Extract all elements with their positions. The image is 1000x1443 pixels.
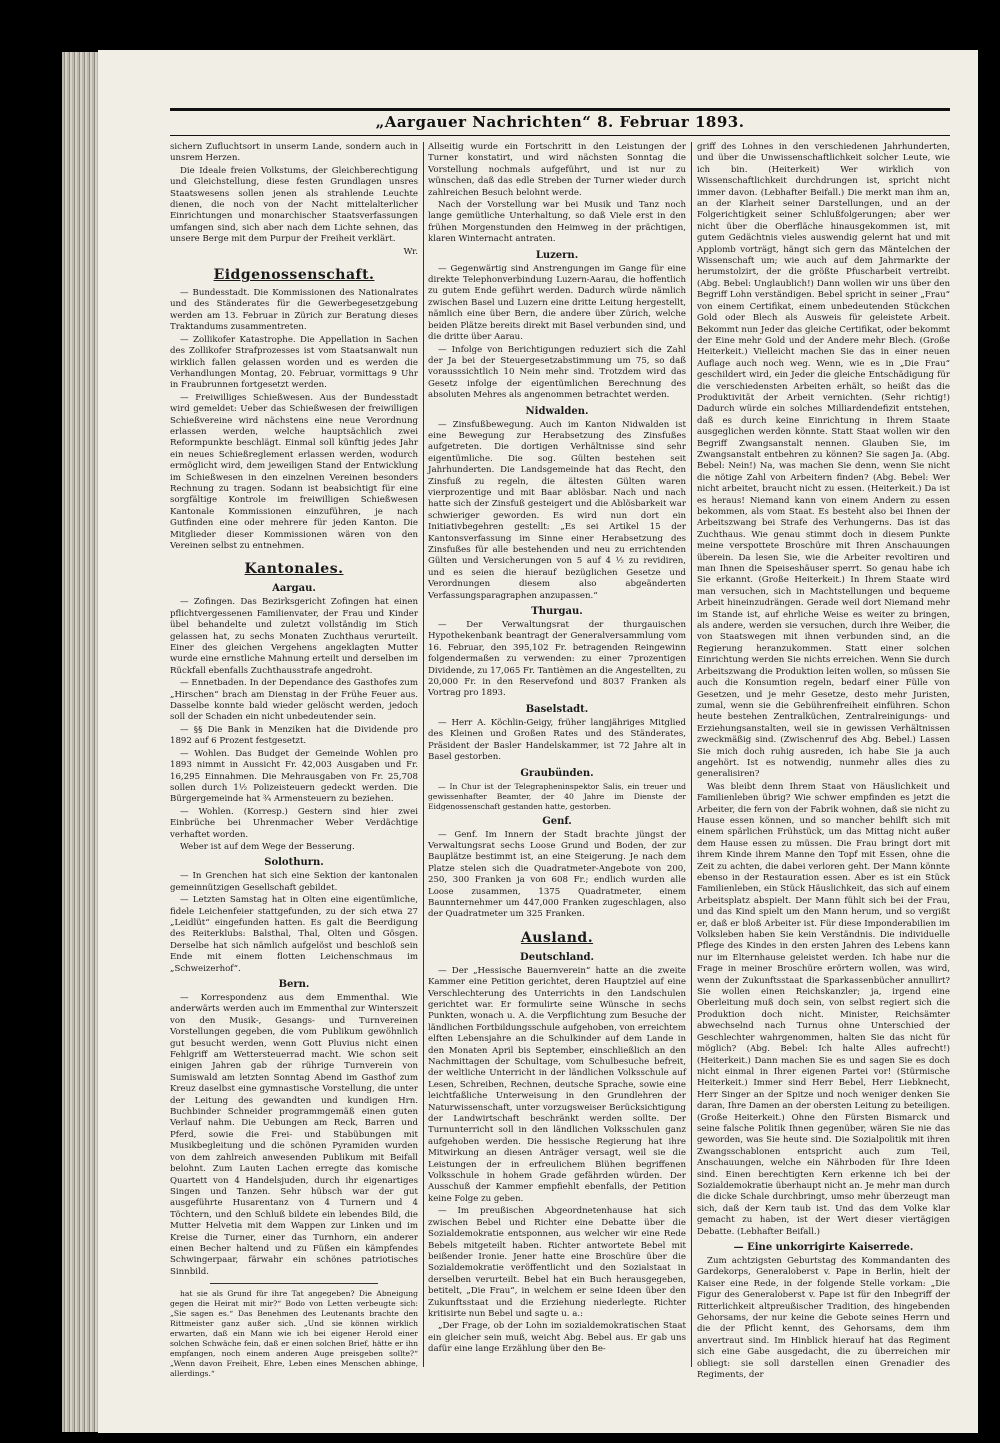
article-paragraph: — Wohlen. Das Budget der Gemeinde Wohlen pro 1893 nimmt in Aussicht Fr. 42,003 Ausgaben und Fr. 16,295 Einnahmen. Die Mehrausgaben von Fr. 25,708 sollen durch 1½ Polizeisteuern gedeckt werden. Die Bürgergemeinde hat ¾ Armensteuern zu beziehen. bbox=[170, 748, 418, 805]
article-paragraph: — Ennetbaden. In der Dependance des Gasthofes zum „Hirschen“ brach am Dienstag in der Frühe Feuer aus. Dasselbe konnte bald wieder gelöscht werden, jedoch soll der Schaden ein nicht unbedeutender sein. bbox=[170, 678, 418, 723]
column-divider bbox=[691, 142, 692, 1367]
article-paragraph: — Der Verwaltungsrat der thurgauischen Hypothekenbank beantragt der Generalversammlung vom 16. Februar, den 395,102 Fr. betragenden Reingewinn folgendermaßen zu verwenden: zu einer 7prozentigen Dividende, zu 17,065 Fr. Tantièmen an die Angestellten, zu 20,000 Fr. in den Reservefond und 8037 Franken als Vortrag pro 1893. bbox=[428, 620, 686, 699]
section-heading: Eidgenossenschaft. bbox=[213, 267, 375, 284]
section-heading: Kantonales. bbox=[244, 561, 344, 578]
subsection-heading: Deutschland. bbox=[520, 951, 594, 963]
header-rule-bottom bbox=[170, 135, 950, 136]
article-paragraph: — Letzten Samstag hat in Olten eine eigentümliche, fidele Leichenfeier stattgefunden, zu der sich etwa 27 „Leidlüt“ eingefunden hatten. Es galt die Beerdigung des Reiterklubs: Balsthal, Thal, Olten und Gösgen. Derselbe hat sich nämlich aufgelöst und beschloß sein Ende mit einem flotten Leichenschmaus im „Schweizerhof“. bbox=[170, 895, 418, 974]
article-paragraph: Zum achtzigsten Geburtstag des Kommandanten des Gardekorps, Generaloberst v. Pape in Berlin, hielt der Kaiser eine Rede, in der folgende Stelle vorkam: „Die Figur des Generaloberst v. Pape ist für den Inbegriff der Ritterlichkeit altpreußischer Tradition, des hingebenden Gehorsams, der nur keine die Gebote seines Herrn und die der Pflicht kennt, des Gehorsams, dem ihm anvertraut sind. Im Hinblick hierauf hat das Regiment sich eine Gabe ausgedacht, die zu überreichen mir obliegt: sie soll darstellen einen Grenadier des Regiments, der bbox=[697, 1256, 950, 1381]
article-paragraph: — Korrespondenz aus dem Emmenthal. Wie anderwärts werden auch im Emmenthal zur Winterszeit von den Musik-, Gesangs- und Turnvereinen Vorstellungen gegeben, die vom Publikum gewöhnlich gut besucht werden, wenn Gott Pluvius nicht einen Fehlgriff am Wettersteuerrad macht. Wie schon seit einigen Jahren gab der rührige Turnverein von Sumiswald am letzten Sonntag Abend im Gasthof zum Kreuz daselbst eine gymnastische Vorstellung, die unter der Leitung des gewandten und kundigen Hrn. Buchbinder Schneider programmgemäß einen guten Verlauf nahm. Die Uebungen am Reck, Barren und Pferd, sowie die Frei- und Stabübungen mit Musikbegleitung und die schönen Pyramiden wurden von dem zahlreich anwesenden Publikum mit Beifall belohnt. Zum Lauten Lachen erregte das komische Quartett von 4 Handelsjuden, durch ihr eigenartiges Singen und Tanzen. Sehr hübsch war der gut ausgeführte Husarentanz von 4 Turnern und 4 Töchtern, und den Schluß bildete ein lebendes Bild, die Mutter Helvetia mit dem Wappen zur Linken und im Kreise die Turner, einer das Turnhorn, ein anderer einen Becher haltend und zu Füßen ein kämpfendes Schwingerpaar, färwahr ein schönes patriotisches Sinnbild. bbox=[170, 993, 418, 1277]
subsection-heading: Thurgau. bbox=[531, 606, 583, 618]
feuilleton-text: hat sie als Grund für ihre Tat angegeben? Die Abneigung gegen die Heirat mit mir?“ Bodo von Letten verbeugte sich: „Sie sagen es.“ Das Benehmen des Leutenants brachte den Rittmeister ganz außer sich. „Und sie können wirklich erwarten, daß ein Mann wie ich bei eigener Herold einer solchen Schwäche fein, daß er einen solchen Brief, hätte er ihn empfangen, noch einem anderen Auge preisgeben sollte?“ „Wenn davon Freiheit, Ehre, Leben eines Menschen abhinge, allerdings.“ bbox=[170, 1289, 418, 1379]
subsection-heading: Nidwalden. bbox=[525, 405, 589, 417]
column-left bbox=[170, 142, 418, 1379]
article-paragraph: — Wohlen. (Korresp.) Gestern sind hier zwei Einbrüche bei Uhrenmacher Weber Verdächtige verhaftet worden. bbox=[170, 806, 418, 840]
article-paragraph: sichern Zufluchtsort in unserm Lande, sondern auch in unsrem Herzen. bbox=[170, 142, 418, 164]
article-paragraph: — §§ Die Bank in Menziken hat die Dividende pro 1892 auf 6 Prozent festgesetzt. bbox=[170, 724, 418, 747]
page-edge-stack bbox=[62, 52, 102, 1432]
article-paragraph: Allseitig wurde ein Fortschritt in den Leistungen der Turner konstatirt, und wird nächsten Sonntag die Vorstellung nochmals aufgeführt, und ist nur zu wünschen, daß das edle Streben der Turner wieder durch zahlreichen Besuch belohnt werde. bbox=[428, 142, 686, 198]
article-paragraph: — Gegenwärtig sind Anstrengungen im Gange für eine direkte Telephonverbindung Luzern-Aarau, die hoffentlich zu gutem Ende geführt werden. Dadurch würde nämlich zwischen Basel und Luzern eine dritte Leitung hergestellt, nämlich eine über Bern, die andere über Zürich, welche beiden Plätze bereits direkt mit Basel verbunden sind, und die dritte über Aarau. bbox=[428, 263, 686, 343]
section-heading: Ausland. bbox=[520, 929, 594, 946]
article-paragraph: Die Ideale freien Volkstums, der Gleichberechtigung und Gleichstellung, diese festen Grundlagen unsres Staatswesens sollen jenen als strahlende Leuchte dienen, die noch von der Nacht mittelalterlicher Einrichtungen und monarchischer Staatsverfassungen umfangen sind, sich aber nach dem Lichte sehnen, das unsere Berge mit dem Purpur der Freiheit verklärt. bbox=[170, 165, 418, 245]
subsection-heading: Baselstadt. bbox=[525, 703, 589, 715]
article-heading: — Eine unkorrigirte Kaiserrede. bbox=[733, 1242, 914, 1253]
article-paragraph: griff des Lohnes in den verschiedenen Jahrhunderten, und über die Unwissenschaftlichkeit solcher Leute, wie ich bin. (Heiterkeit) Wer wirklich von Wissenschaftlichkeit durchdrungen ist, spricht nicht immer davon. (Lebhafter Beifall.) Die merkt man ihm an, an der Klarheit seiner Darstellungen, und an der Folgerichtigkeit seiner Schlußfolgerungen; aber wer nicht über die Oberfläche hinausgekommen ist, mit gutem Gedächtnis vieles auswendig gelernt hat und mit Applomb vorträgt, hängt sich gern das Mäntelchen der Wissenschaft um; wie auch auf dem Jahrmarkte der herumstolzirt, der die größte Pfuscharbeit vertreibt. (Abg. Bebel: Unglaublich!) Dann wollen wir uns über den Begriff Lohn verständigen. Bebel spricht in seiner „Frau“ von einem Certifikat, einem unbedeutenden Stückchen Gold oder Blech als Ausweis für geleistete Arbeit. Bekommt nun Jeder das gleiche Certifikat, oder bekommt der Eine mehr Gold und der Andere mehr Blech. (Große Heiterkeit.) Vielleicht machen Sie das in einer neuen Auflage auch noch weg. Wenn, wie es in „Die Frau“ geschildert wird, ein Jeder die gleiche Entschädigung für die verschiedensten Arbeiten erhält, so heißt das die Produktivität der Arbeit vernichten. (Sehr richtig!) Dadurch würde ein solches Milliardendefizit entstehen, daß es durch keine Einrichtung in Ihrem Staate ausgeglichen werden könnte. Statt Staat wollen wir den Begriff Zwangsanstalt nennen. Glauben Sie, im Zwangsanstalt entbehren zu können? Sie sagen Ja. (Abg. Bebel: Nein!) Na, was machen Sie denn, wenn Sie nicht die nötige Zahl von Arbeitern finden? (Abg. Bebel: Wer nicht arbeitet, braucht nicht zu essen. (Heiterkeit.) Da ist es heraus! Niemand kann von einem Andern zu essen bekommen, als vom Staat. Es besteht also bei Ihnen der Arbeitszwang bei Strafe des Verhungerns. Das ist das Zuchthaus. Wie genau stimmt doch in diesem Punkte meine verspottete Broschüre mit Ihren Anschauungen überein. Da lesen Sie, wie die Arbeiter revoltiren und man Ihnen die Speiseshäuser sperrt. So genau habe ich Sie erkannt. (Große Heiterkeit.) In Ihrem Staate wird man versuchen, sich in Machtstellungen und bequeme Arbeit hineinzudrängen. Gerade weil dort Niemand mehr im Stande ist, auf ehrliche Weise es weiter zu bringen, als andere, werden sie versuchen, durch ihre Weiber, die von Staatswegen mit ihnen verbunden sind, an die Regierung heranzukommen. Statt einer solchen Einrichtung werden Sie nichts erreichen. Wenn Sie durch Arbeitszwang die Produktion leiten wollen, so müssen Sie auch die Konsumtion regeln, bedarf einer Fülle von Gesetzen, und je mehr Gesetze, desto mehr Juristen, zumal, wenn sie die Gebührenfreiheit einführen. Schon heute bestehen Zentralküchen, Zentralreinigungs- und Erziehungsanstalten, weil sie in gewissen Verhältnissen zweckmäßig sind. (Zwischenruf des Abg. Bebel.) Lassen Sie mich doch ruhig ausreden, ich habe Sie ja auch angehört. Ist es notwendig, nunmehr alles dies zu generalisiren? bbox=[697, 142, 950, 780]
article-paragraph: — In Chur ist der Telegrapheninspektor Salis, ein treuer und gewissenhafter Beamter, der 40 Jahre im Dienste der Eidgenossenschaft gestanden hatte, gestorben. bbox=[428, 781, 686, 811]
article-paragraph: — Der „Hessische Bauernverein“ hatte an die zweite Kammer eine Petition gerichtet, deren Hauptziel auf eine Verschlechterung des Unterrichts in den Landschulen gerichtet war. Er formulirte seine Wünsche in sechs Punkten, wonach u. A. die Verpflichtung zum Besuche der ländlichen Fortbildungsschule aufgehoben, von erreichtem elften Lebensjahre an die Schulkinder auf dem Lande in den Monaten April bis September, einschließlich an den Nachmittagen der Schultage, vom Schulbesuche befreit, der weltliche Unterricht in der ländlichen Volksschule auf Lesen, Schreiben, Rechnen, deutsche Sprache, sowie eine leichtfaßliche Unterweisung in den Grundlehren der Naturwissenschaft, unter vorzugsweiser Berücksichtigung der Landwirtschaft beschränkt werden sollte. Der Turnunterricht soll in den ländlichen Volksschulen ganz aufgehoben werden. Die hessische Regierung hat ihre Mitwirkung an diesen Anträger versagt, weil sie die Leistungen der in erfreulichem Blühen begriffenen Volksschule in hohem Grade gefährden würden. Der Ausschuß der Kammer empfiehlt ebenfalls, der Petition keine Folge zu geben. bbox=[428, 965, 686, 1204]
feuilleton-rule bbox=[210, 1283, 378, 1284]
article-paragraph: „Der Frage, ob der Lohn im sozialdemokratischen Staat ein gleicher sein muß, weicht Abg. Bebel aus. Er gab uns dafür eine lange Erzählung über den Be- bbox=[428, 1321, 686, 1355]
article-paragraph: — Zofingen. Das Bezirksgericht Zofingen hat einen pflichtvergessenen Familienvater, der Frau und Kinder übel behandelte und zuletzt vollständig im Stich gelassen hat, zu sechs Monaten Zuchthaus verurteilt. Einer des gleichen Vergehens angeklagten Mutter wurde eine ernstliche Mahnung erteilt und derselben im Rückfall ebenfalls Zuchthausstrafe angedroht. bbox=[170, 597, 418, 676]
subsection-heading: Bern. bbox=[278, 979, 310, 990]
subsection-heading: Solothurn. bbox=[264, 857, 324, 869]
header-rule-top bbox=[170, 108, 950, 111]
article-paragraph: — Infolge von Berichtigungen reduziert sich die Zahl der Ja bei der Steuergesetzabstimmung um 75, so daß vorausssichtlich 10 Nein mehr sind. Trotzdem wird das Gesetz infolge der eigentümlichen Berechnung des absoluten Mehres als angenommen betrachtet werden. bbox=[428, 344, 686, 401]
subsection-heading: Aargau. bbox=[272, 583, 316, 595]
article-paragraph: — Im preußischen Abgeordnetenhause hat sich zwischen Bebel und Richter eine Debatte über die Sozialdemokratie entsponnen, aus welcher wir eine Rede Bebels mitgeteilt haben. Richter antwortete Bebel mit beißender Ironie. Jener hatte eine Broschüre über die Sozialdemokratie veröffentlicht und den Sozialstaat in derselben verurteilt. Bebel hat ein Buch herausgegeben, betitelt, „Die Frau“, in welchem er seine Ideen über den Zukunftsstaat und die Erziehung niederlegte. Richter kritisirte nun Bebel und sagte u. a.: bbox=[428, 1206, 686, 1319]
subsection-heading: Graubünden. bbox=[520, 767, 594, 779]
subsection-heading: Luzern. bbox=[535, 249, 579, 261]
column-right bbox=[697, 142, 950, 1381]
article-paragraph: Was bleibt denn Ihrem Staat von Häuslichkeit und Familienleben übrig? Wie schwer empfinden es jetzt die Arbeiter, die fern von der Fabrik wohnen, daß sie nicht zu Hause essen können, und so mancher behilft sich mit einem spärlichen Frühstück, um das Mittag nicht außer dem Hause essen zu müssen. Die Frau bringt dort mit ihrem Kinde ihrem Manne den Topf mit Essen, ohne die Zeit zu achten, die dabei verloren geht. Der Mann könnte ebenso in der Restauration essen. Aber es ist ein Stück Familienleben, ein Stück Häuslichkeit, das sich auf einem Arbeitsplatz abspielt. Der Mann fühlt sich bei der Frau, und das Kind spielt um den Mann herum, und so vergißt er, daß er bloß Arbeiter ist. Für diese Imponderabilien im Volksleben haben Sie kein Verständnis. Die individuelle Pflege des Kindes in den ersten Jahren des Lebens kann nur im Elternhause geleistet werden. Ich habe nur die Frage in meiner Broschüre erörtern wollen, was wird, wenn der Zukunftsstaat die Sparkassenbücher annullirt? Sie wollen einen Reichskanzler; ja, irgend eine Oberleitung muß doch sein, von selbst regiert sich die Produktion doch nicht. Minister, Reichsämter abwechselnd nach Turnus ohne Unterschied der Geschlechter wahrgenommen, halten Sie das nicht für möglich? (Abg. Bebel: Ich halte Alles aufrecht!) (Heiterkeit.) Dann machen Sie es und sagen Sie es doch nicht einmal in Ihrer eigenen Partei vor! (Stürmische Heiterkeit.) Immer sind Herr Bebel, Herr Liebknecht, Herr Singer an der Spitze und noch weniger denken Sie daran, Ihre Damen an der obersten Leitung zu beteiligen. (Große Heiterkeit.) Ohne den Fürsten Bismarck und seine falsche Politik Ihnen gegenüber, wären Sie nie das geworden, was Sie heute sind. Die Sozialpolitik mit ihren Zwangsschablonen entspricht auch zum Teil, Anschauungen, welche ein Nährboden für Ihre Ideen sind. Einen berechtigten Kern erkenne ich bei der Sozialdemokratie überhaupt nicht an. Je mehr man durch die dicke Schale durchbringt, umso mehr überzeugt man sich, daß der Kern taub ist. Und das dem Volke klar gemacht zu haben, ist der Wert dieser viertägigen Debatte. (Lebhafter Beifall.) bbox=[697, 781, 950, 1237]
column-divider bbox=[423, 142, 424, 1367]
article-paragraph: — Freiwilliges Schießwesen. Aus der Bundesstadt wird gemeldet: Ueber das Schießwesen der freiwilligen Schießvereine wird nächstens eine neue Verordnung erlassen werden, welche hauptsächlich zwei Reformpunkte beschlägt. Einmal soll künftig jedes Jahr ein neues Schießreglement erlassen werden, wodurch ermöglicht wird, dem jeweiligen Stand der Entwicklung im Schießwesen in den einzelnen Vereinen besonders Rechnung zu tragen. Sodann ist beabsichtigt für eine sorgfältige Kontrole im freiwilligen Schießwesen Kantonale Kommissionen einzuführen, je nach Gutfinden eine oder mehrere für jeden Kanton. Die Mitglieder dieser Kommissionen wären von den Vereinen selbst zu entnehmen. bbox=[170, 392, 418, 551]
article-paragraph: — In Grenchen hat sich eine Sektion der kantonalen gemeinnützigen Gesellschaft gebildet. bbox=[170, 871, 418, 893]
article-paragraph: — Zinsfußbewegung. Auch im Kanton Nidwalden ist eine Bewegung zur Herabsetzung des Zinsfußes aufgetreten. Die dortigen Verhältnisse sind sehr eigentümliche. Die sog. Gülten bestehen seit Jahrhunderten. Die Landsgemeinde hat das Recht, den Zinsfuß zu regeln, die ältesten Gülten waren vierprozentige und mit Baar ablösbar. Nach und nach hatte sich der Zinsfuß gesteigert und die Ablösbarkeit war schwieriger geworden. Es wird nun dort ein Initiativbegehren gestellt: „Es sei Artikel 15 der Kantonsverfassung im Sinne einer Herabsetzung des Zinsfußes für alle bestehenden und neu zu errichtenden Gülten und Versicherungen von 5 auf 4 ½ zu revidiren, und es seien die hierauf bezüglichen Gesetze und Verordnungen diesem also abgeänderten Verfassungsparagraphen anzupassen.“ bbox=[428, 419, 686, 601]
article-paragraph: — Bundesstadt. Die Kommissionen des Nationalrates und des Ständerates für die Gewerbegesetzgebung werden am 13. Februar in Zürich zur Beratung dieses Traktandums zusammentreten. bbox=[170, 288, 418, 333]
article-paragraph: Weber ist auf dem Wege der Besserung. bbox=[180, 841, 355, 852]
subsection-heading: Genf. bbox=[542, 815, 572, 827]
article-paragraph: — Zollikofer Katastrophe. Die Appellation in Sachen des Zollikofer Strafprozesses ist vom Staatsanwalt nun wirklich fallen gelassen worden und es werden die Verhandlungen Montag, 20. Februar, vormittags 9 Uhr in Fraubrunnen fortgesetzt werden. bbox=[170, 334, 418, 391]
page-header: „Aargauer Nachrichten“ 8. Februar 1893. bbox=[375, 113, 745, 131]
author-signature: Wr. bbox=[403, 246, 418, 257]
article-paragraph: Nach der Vorstellung war bei Musik und Tanz noch lange gemütliche Unterhaltung, so daß Viele erst in den frühen Morgenstunden den Heimweg in der prächtigen, klaren Winternacht antraten. bbox=[428, 200, 686, 245]
article-paragraph: — Genf. Im Innern der Stadt brachte jüngst der Verwaltungsrat sechs Loose Grund und Boden, der zur Bauplätze bestimmt ist, an eine Steigerung. Je nach dem Platze stelen sich die Quadratmeter-Angebote von 200, 250, 300 Franken ja von 608 Fr.; endlich wurden alle Loose zusammen, 1375 Quadratmeter, einem Baunnternehmer um 447,000 Franken zugeschlagen, also der Quadratmeter um 325 Franken. bbox=[428, 829, 686, 920]
article-paragraph: — Herr A. Köchlin-Geigy, früher langjähriges Mitglied des Kleinen und Großen Rates und des Ständerates, Präsident der Basler Handelskammer, ist 72 Jahre alt in Basel gestorben. bbox=[428, 717, 686, 763]
column-middle bbox=[428, 142, 686, 1367]
